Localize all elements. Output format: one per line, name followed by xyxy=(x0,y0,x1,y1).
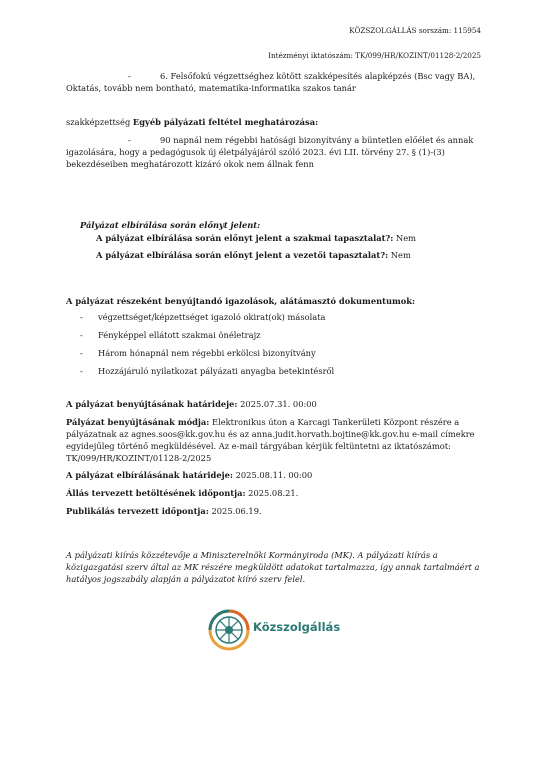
advantage-heading: Pályázat elbírálása során előnyt jelent: xyxy=(80,220,261,230)
reference-number: Intézményi iktatószám: TK/099/HR/KOZINT/01128-2/2025 xyxy=(268,51,481,60)
advantage-item-professional xyxy=(96,233,416,245)
evaluation-deadline xyxy=(66,470,312,482)
logo-text: Közszolgállás xyxy=(253,620,341,634)
deadline-value: 2025.07.31. 00:00 xyxy=(237,399,317,409)
submission-method-reference: TK/099/HR/KOZINT/01128-2/2025 xyxy=(66,453,212,463)
method-label: Pályázat benyújtásának módja: xyxy=(66,417,210,427)
list-dash: - xyxy=(80,312,83,322)
other-req-dash: - xyxy=(128,135,131,145)
submission-method-line3: egyidejűleg történő megküldésével. Az e-mail tárgyában kérjük feltüntetni az iktatószámot: xyxy=(66,441,451,451)
submission-method-line2: pályázatnak az agnes.soos@kk.gov.hu és az anna.judit.horvath.bojtine@kk.gov.hu e-mail címekre xyxy=(66,429,475,439)
other-req-line2: igazolására, hogy a pedagógusok új életpályájáról szóló 2023. évi LII. törvény 27. § (1)-(3) xyxy=(66,147,445,157)
publication-value: 2025.06.19. xyxy=(208,506,262,516)
deadline-label: A pályázat benyújtásának határideje: xyxy=(66,399,238,409)
list-text: Hozzájáruló nyilatkozat pályázati anyagba betekintésről xyxy=(98,366,335,376)
documents-heading: A pályázat részeként benyújtandó igazolások, alátámasztó dokumentumok: xyxy=(66,296,416,306)
footer-note-line1: A pályázati kiírás közzétevője a Miniszterelnöki Kormányiroda (MK). A pályázati kiírás a xyxy=(66,550,438,560)
kozszolgallas-emblem-icon xyxy=(208,609,250,651)
footer-note-line2: közigazgatási szerv által az MK részére megküldött adatokat tartalmazza, így annak tartalmáért a xyxy=(66,562,480,572)
advantage-label: A pályázat elbírálása során előnyt jelent a vezetői tapasztalat?: xyxy=(96,250,389,260)
req6-line2: Oktatás, tovább nem bontható, matematika-informatika szakos tanár xyxy=(66,83,356,93)
submission-deadline xyxy=(66,399,317,411)
list-dash: - xyxy=(80,348,83,358)
serial-number: KÖZSZOLGÁLLÁS sorszám: 115954 xyxy=(349,26,481,35)
advantage-value: Nem xyxy=(393,233,417,243)
other-req-prefix: szakképzettség xyxy=(66,117,131,127)
method-text: Elektronikus úton a Karcagi Tankerületi Központ részére a xyxy=(209,417,460,427)
req6-line1: 6. Felsőfokú végzettséghez kötött szakképesítés alapképzés (Bsc vagy BA), xyxy=(160,71,476,81)
publication-label: Publikálás tervezett időpontja: xyxy=(66,506,209,516)
other-req-heading xyxy=(66,117,318,129)
start-value: 2025.08.21. xyxy=(245,488,299,498)
publication-date xyxy=(66,506,262,518)
start-label: Állás tervezett betöltésének időpontja: xyxy=(66,488,246,498)
list-dash: - xyxy=(80,366,83,376)
submission-method-line1 xyxy=(66,417,459,429)
other-req-line3: bekezdéseiben meghatározott kizáró okok nem állnak fenn xyxy=(66,159,314,169)
advantage-value: Nem xyxy=(388,250,411,260)
footer-note-line3: hatályos jogszabály alapján a pályázatot kiíró szerv felel. xyxy=(66,574,306,584)
req6-dash: - xyxy=(128,71,131,81)
evaluation-value: 2025.08.11. 00:00 xyxy=(232,470,313,480)
list-text: végzettséget/képzettséget igazoló okirat(ok) másolata xyxy=(98,312,326,322)
advantage-item-management xyxy=(96,250,411,262)
other-req-line1: 90 napnál nem régebbi hatósági bizonyítvány a büntetlen előélet és annak xyxy=(160,135,474,145)
start-date xyxy=(66,488,298,500)
advantage-label: A pályázat elbírálása során előnyt jelent a szakmai tapasztalat?: xyxy=(96,233,394,243)
list-dash: - xyxy=(80,330,83,340)
kozszolgallas-logo xyxy=(206,609,346,651)
list-text: Három hónapnál nem régebbi erkölcsi bizonyítvány xyxy=(98,348,316,358)
list-text: Fényképpel ellátott szakmai önéletrajz xyxy=(98,330,261,340)
evaluation-label: A pályázat elbírálásának határideje: xyxy=(66,470,233,480)
other-req-title: Egyéb pályázati feltétel meghatározása: xyxy=(132,117,319,127)
